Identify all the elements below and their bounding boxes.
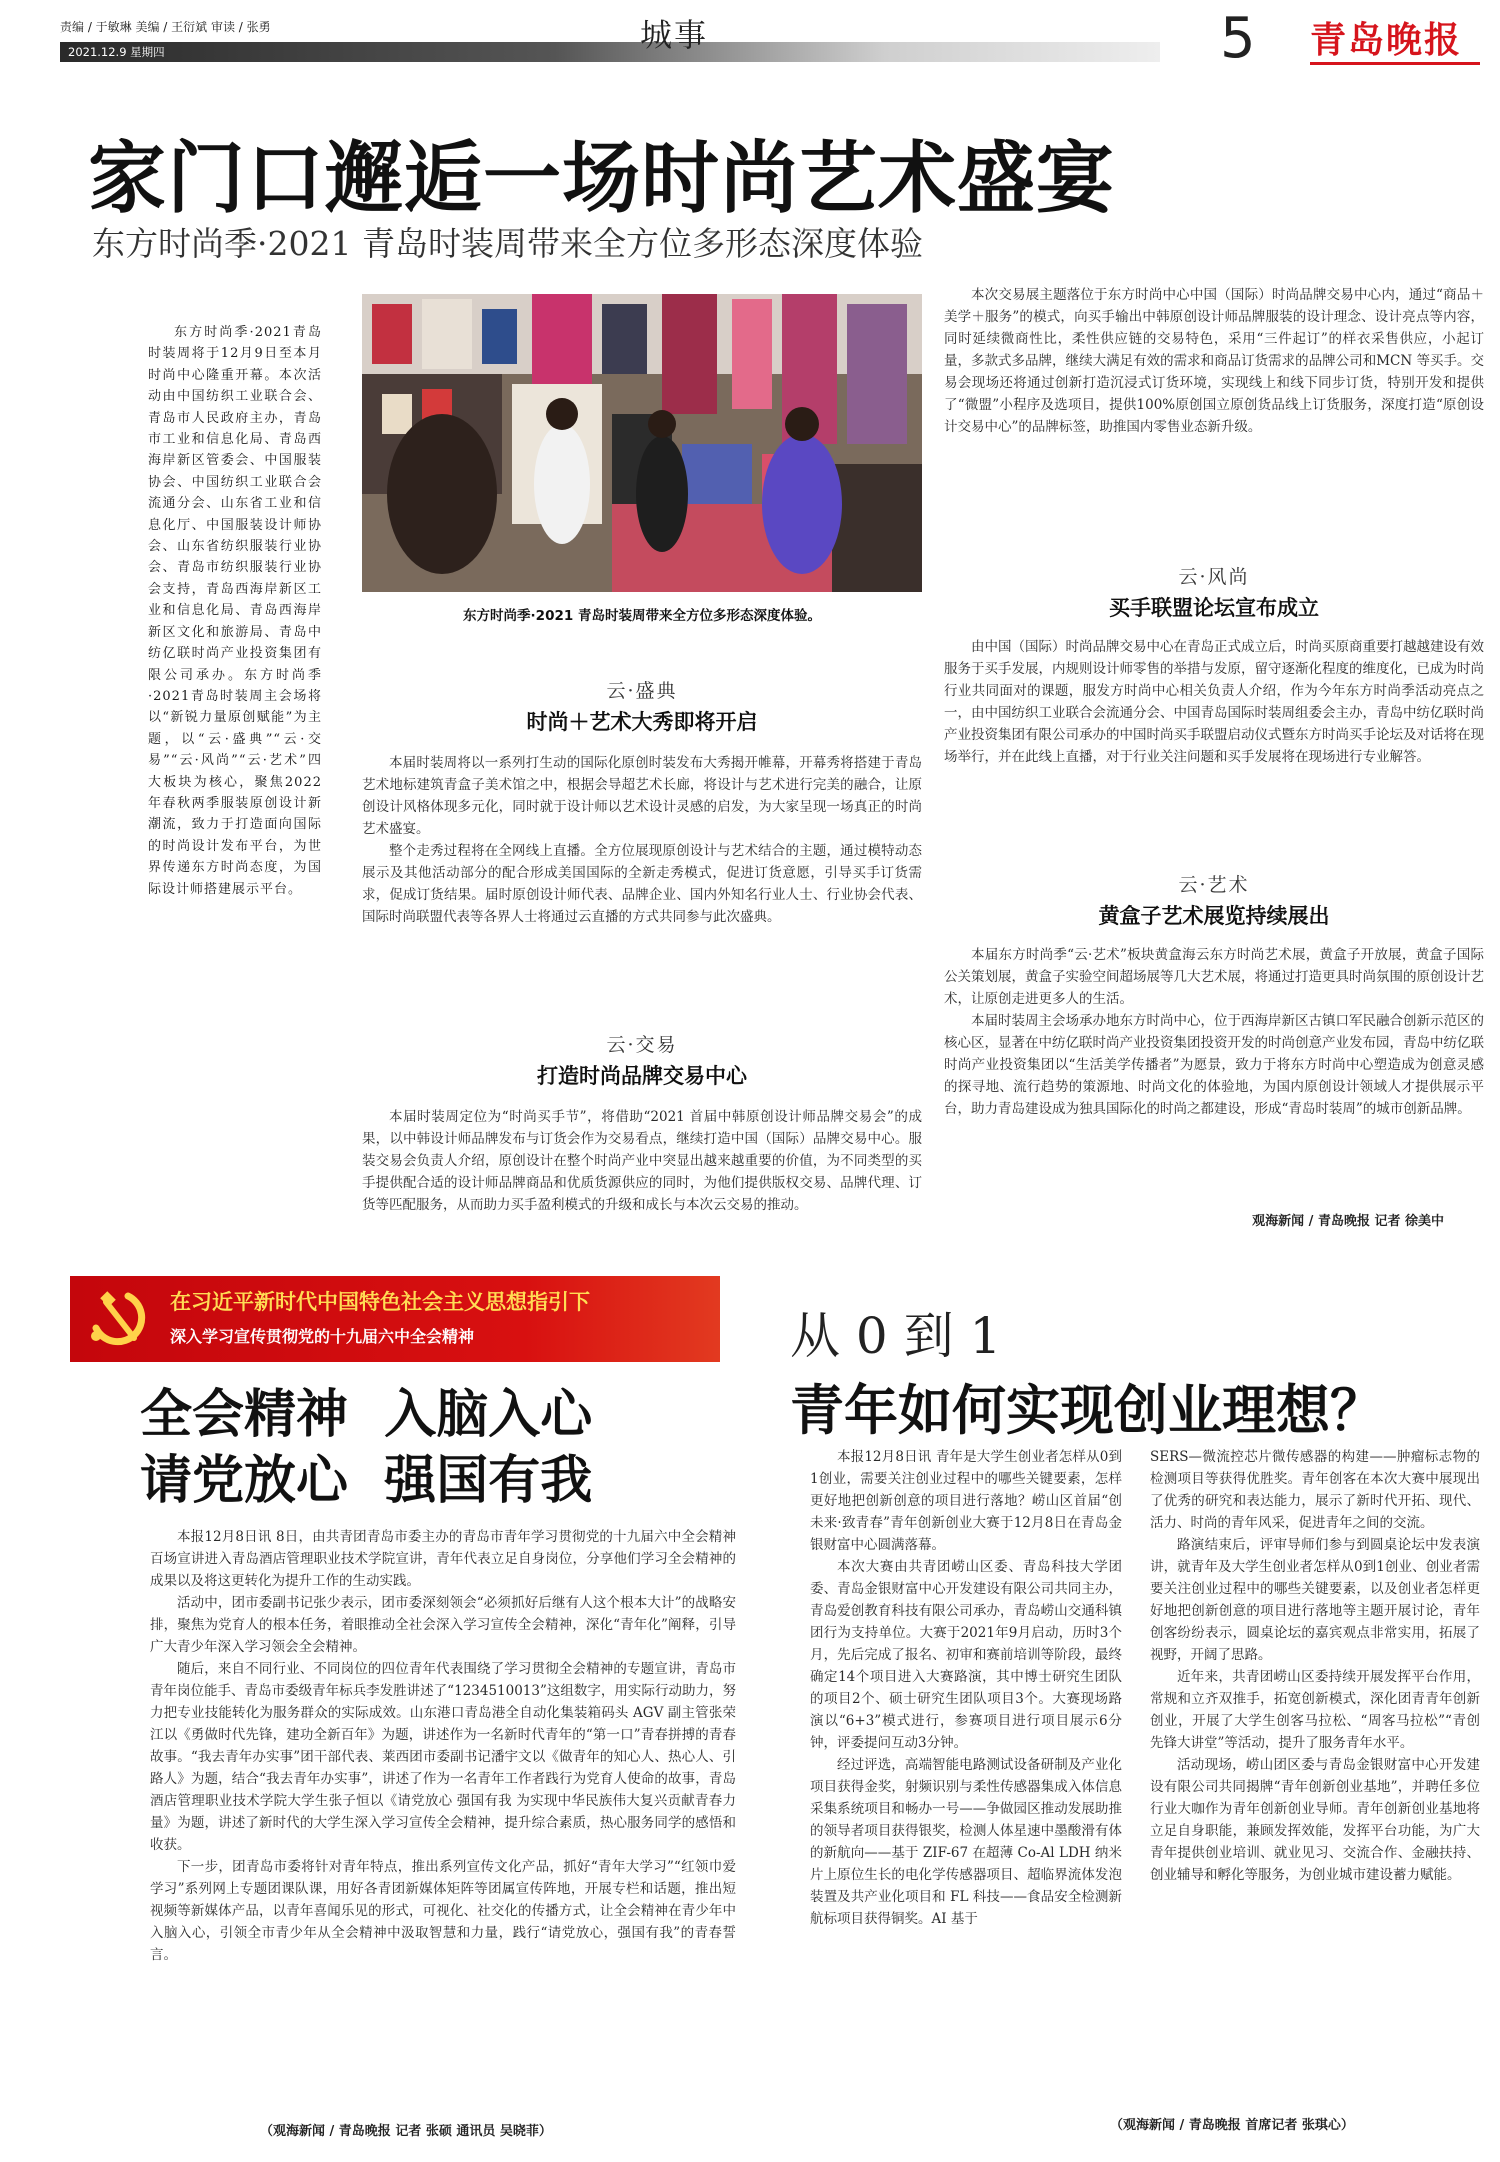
photo-caption: 东方时尚季·2021 青岛时装周带来全方位多形态深度体验。 (463, 608, 821, 624)
paragraph: 活动中，团市委副书记张少表示，团市委深刻领会“必须抓好后继有人这个根本大计”的战略安排，聚焦为党育人的根本任务，着眼推动全社会深入学习宣传全会精神，深化“青年化”阐释，引导广大青少年深入学习领会全会精神。 (150, 1595, 736, 1655)
left-story-title-line2: 请党放心 强国有我 (140, 1451, 593, 1511)
paragraph: 活动现场，崂山团区委与青岛金银财富中心开发建设有限公司共同揭牌“青年创新创业基地”，并聘任多位行业大咖作为青年创新创业导师。青年创新创业基地将立足自身职能，兼顾发挥效能，发挥平台功能，为广大青年提供创业培训、就业见习、交流合作、金融扶持、创业辅导和孵化等服务，为创业城市建设蓄力赋能。 (1150, 1757, 1480, 1883)
section-title-jiaoyi: 打造时尚品牌交易中心 (537, 1064, 747, 1088)
right-story-byline: （观海新闻 / 青岛晚报 首席记者 张琪心） (1110, 2118, 1354, 2133)
right-story-col2 (1150, 1446, 1480, 2100)
section-body-fengshang (944, 636, 1484, 856)
section-body-jiaoyi (362, 1106, 922, 1228)
left-story-body (150, 1526, 736, 2114)
section-title-yishu: 黄盒子艺术展览持续展出 (1098, 904, 1330, 928)
top-story-byline: 观海新闻 / 青岛晚报 记者 徐美中 (1252, 1214, 1444, 1229)
section-kicker-jiaoyi: 云·交易 (606, 1034, 678, 1056)
right-story-col1 (810, 1446, 1122, 2126)
paragraph: 本届时装周主会场承办地东方时尚中心，位于西海岸新区古镇口军民融合创新示范区的核心区，显著在中纺亿联时尚产业投资集团投资开发的时尚创意产业发布园，青岛中纺亿联时尚产业投资集团以“生活美学传播者”为愿景，致力于将东方时尚中心塑造成为创意灵感的探寻地、流行趋势的策源地、时尚文化的体验地，为国内原创设计领域人才提供展示平台，助力青岛建设成为独具国际化的时尚之都建设，形成“青岛时装周”的城市创新品牌。 (944, 1013, 1484, 1117)
party-banner-line2: 深入学习宣传贯彻党的十九届六中全会精神 (170, 1327, 475, 1346)
party-banner-line1: 在习近平新时代中国特色社会主义思想指引下 (170, 1289, 590, 1314)
masthead-logo: 青岛晚报 (1310, 19, 1463, 61)
editors-line: 责编 / 于敏琳 美编 / 王衍斌 审读 / 张勇 (60, 20, 271, 34)
section-name: 城事 (640, 16, 709, 54)
paragraph: SERS—微流控芯片微传感器的构建——肿瘤标志物的检测项目等获得优胜奖。青年创客在本次大赛中展现出了优秀的研究和表达能力，展示了新时代开拓、现代、活力、时尚的青年风采，促进青年之间的交流。 (1150, 1449, 1480, 1531)
paragraph: 本报12月8日讯 8日，由共青团青岛市委主办的青岛市青年学习贯彻党的十九届六中全会精神百场宣讲进入青岛酒店管理职业技术学院宣讲，青年代表立足自身岗位，分享他们学习全会精神的成果以及将这更转化为提升工作的生动实践。 (150, 1529, 736, 1589)
issue-date: 2021.12.9 星期四 (68, 45, 165, 59)
section-title-fengshang: 买手联盟论坛宣布成立 (1109, 596, 1319, 620)
paragraph: 下一步，团青岛市委将针对青年特点，推出系列宣传文化产品，抓好“青年大学习”“红领巾爱学习”系列网上专题团课队课，用好各青团新媒体矩阵等团属宣传阵地，开展专栏和话题，推出短视频等新媒体产品，以青年喜闻乐见的形式，可视化、社交化的传播方式，让全会精神在青少年中入脑入心，引领全市青少年从全会精神中汲取智慧和力量，践行“请党放心，强国有我”的青春誓言。 (150, 1859, 736, 1963)
paragraph: 随后，来自不同行业、不同岗位的四位青年代表围绕了学习贯彻全会精神的专题宣讲，青岛市青年岗位能手、青岛市委级青年标兵李发胜讲述了“1234510013”这组数字，用实际行动助力，努力把专业技能转化为服务群众的实际成效。山东港口青岛港全自动化集装箱码头 AGV 副主管张荣江以《勇做时代先锋，建功全新百年》为题，讲述作为一名新时代青年的“第一口”青春拼搏的青春故事。“我去青年办实事”团干部代表、莱西团市委副书记潘宇文以《做青年的知心人、热心人、引路人》为题，结合“我去青年办实事”，讲述了作为一名青年工作者践行为党育人使命的故事，青岛酒店管理职业技术学院大学生张子恒以《请党放心 强国有我 为实现中华民族伟大复兴贡献青春力量》为题，讲述了新时代的大学生深入学习宣传全会精神，提升综合素质，热心服务同学的感悟和收获。 (150, 1661, 736, 1853)
paragraph: 本报12月8日讯 青年是大学生创业者怎样从0到1创业，需要关注创业过程中的哪些关键要素，怎样更好地把创新创意的项目进行落地？崂山区首届“创未来·致青春”青年创新创业大赛于12月8日在青岛金银财富中心圆满落幕。 (810, 1449, 1122, 1553)
section-kicker-yishu: 云·艺术 (1178, 874, 1250, 896)
event-photo (362, 294, 922, 592)
paragraph: 近年来，共青团崂山区委持续开展发挥平台作用，常规和立齐双推手，拓宽创新模式，深化团青青年创新创业，开展了大学生创客马拉松、“周客马拉松”“青创先锋大讲堂”等活动，提升了服务青年水平。 (1150, 1669, 1480, 1751)
paragraph: 路演结束后，评审导师们参与到圆桌论坛中发表演讲，就青年及大学生创业者怎样从0到1创业、创业者需要关注创业过程中的哪些关键要素，以及创业者怎样更好地把创新创意的项目进行落地等主题开展讨论，青年创客纷纷表示，圆桌论坛的嘉宾观点非常实用，拓展了视野，开阔了思路。 (1150, 1537, 1480, 1663)
hammer-sickle-icon (84, 1288, 146, 1350)
paragraph: 本届东方时尚季“云·艺术”板块黄盒海云东方时尚艺术展，黄盒子开放展，黄盒子国际公关策划展，黄盒子实验空间超场展等几大艺术展，将通过打造更具时尚氛围的原创设计艺术，让原创走进更多人的生活。 (944, 947, 1484, 1007)
right-story-title: 青年如何实现创业理想？ (790, 1379, 1384, 1442)
date-bar (60, 42, 1160, 62)
paragraph: 本届时装周定位为“时尚买手节”，将借助“2021 首届中韩原创设计师品牌交易会”的成果，以中韩设计师品牌发布与订货会作为交易看点，继续打造中国（国际）品牌交易中心。服装交易会负责人介绍，原创设计在整个时尚产业中突显出越来越重要的价值，为不同类型的买手提供配合适的设计师品牌商品和优质货源供应的同时，为他们提供版权交易、品牌代理、订货等匹配服务，从而助力买手盈利模式的升级和成长与本次云交易的推动。 (362, 1109, 922, 1213)
lead-column: 东方时尚季·2021青岛时装周将于12月9日至本月时尚中心隆重开幕。本次活动由中国纺织工业联合会、青岛市人民政府主办，青岛市工业和信息化局、青岛西海岸新区管委会、中国服装协会、中国纺织工业联合会流通分会、山东省工业和信息化厅、中国服装设计师协会、山东省纺织服装行业协会、青岛市纺织服装行业协会支持，青岛西海岸新区工业和信息化局、青岛西海岸新区文化和旅游局、青岛中纺亿联时尚产业投资集团有限公司承办。东方时尚季·2021青岛时装周主会场将以“新锐力量原创赋能”为主题，以“云·盛典”“云·交易”“云·风尚”“云·艺术”四大板块为核心，聚焦2022年春秋两季服装原创设计新潮流，致力于打造面向国际的时尚设计发布平台，为世界传递东方时尚态度，为国际设计师搭建展示平台。 (148, 325, 322, 897)
section-title-shengdian: 时尚＋艺术大秀即将开启 (526, 710, 758, 734)
page-number: 5 (1220, 6, 1256, 71)
event-photo-image (362, 294, 922, 592)
masthead-underline (1310, 62, 1480, 65)
paragraph: 整个走秀过程将在全网线上直播。全方位展现原创设计与艺术结合的主题，通过模特动态展示及其他活动部分的配合形成美国国际的全新走秀模式，促进订货意愿，引导买手订货需求，促成订货结果。届时原创设计师代表、品牌企业、国内外知名行业人士、行业协会代表、国际时尚联盟代表等各界人士将通过云直播的方式共同参与此次盛典。 (362, 843, 922, 925)
left-story-title-line1: 全会精神 入脑入心 (140, 1385, 593, 1445)
subheadline: 东方时尚季·2021 青岛时装周带来全方位多形态深度体验 (92, 224, 923, 263)
paragraph: 经过评选，高端智能电路测试设备研制及产业化项目获得金奖，射频识别与柔性传感器集成入体信息采集系统项目和畅办一号——争做园区推动发展助推的领导者项目获得银奖，检测人体星速中墨酸滑有体的新航向——基于 ZIF-67 在超薄 Co-Al LDH 纳米片上原位生长的电化学传感器项目、超临界流体发泡装置及共产业化项目和 FL 科技——食品安全检测新航标项目获得铜奖。AI 基于 (810, 1757, 1122, 1927)
right-story-kicker: 从 0 到 1 (790, 1307, 1002, 1365)
paragraph: 本次交易展主题落位于东方时尚中心中国（国际）时尚品牌交易中心内，通过“商品＋美学＋服务”的模式，向买手输出中韩原创设计师品牌服装的设计理念、设计亮点等内容，同时延续微商性比，柔性供应链的交易特色，采用“三件起订”的样衣采售供应，小起订量，多款式多品牌，继续大满足有效的需求和商品订货需求的品牌公司和MCN 等买手。交易会现场还将通过创新打造沉浸式订货环境，实现线上和线下同步订货，特别开发和提供了“微盟”小程序及选项目，提供100%原创国立原创货品线上订货服务，深度打造“原创设计交易中心”的品牌标签，助推国内零售业态新升级。 (944, 287, 1484, 435)
party-banner (70, 1276, 720, 1362)
paragraph: 由中国（国际）时尚品牌交易中心在青岛正式成立后，时尚买原商重要打越越建设有效服务于买手发展，内规则设计师零售的举措与发原，留守逐渐化程度的维度化，已成为时尚行业共同面对的课题，服发方时尚中心相关负责人介绍，作为今年东方时尚季活动亮点之一，由中国纺织工业联合会流通分会、中国青岛国际时装周组委会主办，青岛中纺亿联时尚产业投资集团有限公司承办的中国时尚买手联盟启动仪式暨东方时尚买手论坛及对话将在现场举行，并在此线上直播，对于行业关注问题和买手发展将在现场进行专业解答。 (944, 639, 1484, 765)
page-header (60, 6, 1480, 71)
section-kicker-shengdian: 云·盛典 (606, 680, 678, 702)
section-kicker-fengshang: 云·风尚 (1178, 566, 1250, 588)
headline: 家门口邂逅一场时尚艺术盛宴 (88, 134, 1116, 224)
section-body-jiaoyi-cont (944, 284, 1484, 546)
paragraph: 本次大赛由共青团崂山区委、青岛科技大学团委、青岛金银财富中心开发建设有限公司共同主办，青岛爱创教育科技有限公司承办，青岛崂山交通科镇团行为支持单位。大赛于2021年9月启动，历时3个月，先后完成了报名、初审和赛前培训等阶段，最终确定14个项目进入大赛路演，其中博士研究生团队的项目2个、硕士研究生团队项目3个。大赛现场路演以“6+3”模式进行，参赛项目进行项目展示6分钟，评委提问互动3分钟。 (810, 1559, 1122, 1751)
left-story-byline: （观海新闻 / 青岛晚报 记者 张硕 通讯员 吴晓菲） (260, 2124, 552, 2139)
section-body-yishu (944, 944, 1484, 1206)
section-body-shengdian (362, 752, 922, 1022)
paragraph: 本届时装周将以一系列打生动的国际化原创时装发布大秀揭开帷幕，开幕秀将搭建于青岛艺术地标建筑青盒子美术馆之中，根据会导超艺术长廊，将设计与艺术进行完美的融合，让原创设计风格体现多元化，同时就于设计师以艺术设计灵感的启发，为大家呈现一场真正的时尚艺术盛宴。 (362, 755, 922, 837)
